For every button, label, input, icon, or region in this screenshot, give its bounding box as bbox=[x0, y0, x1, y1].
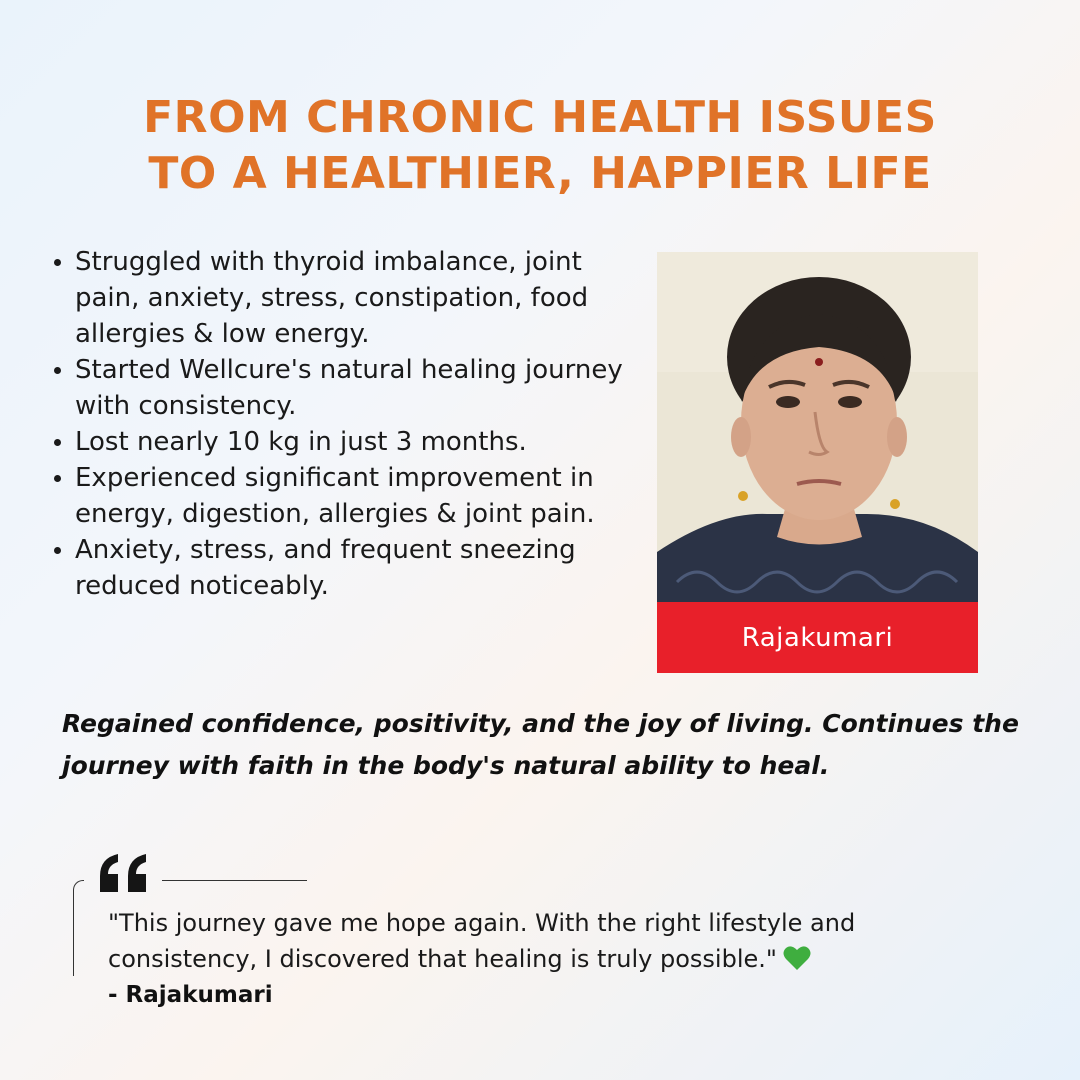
list-item: Lost nearly 10 kg in just 3 months. bbox=[48, 424, 628, 460]
headline-line-1: FROM CHRONIC HEALTH ISSUES bbox=[143, 92, 937, 143]
profile-card bbox=[657, 252, 978, 673]
list-item: Experienced significant improvement in energy, digestion, allergies & joint pain. bbox=[48, 460, 628, 532]
profile-name-banner: Rajakumari bbox=[657, 602, 978, 673]
quote-open-icon bbox=[96, 852, 152, 894]
headline bbox=[0, 90, 1080, 202]
quote-divider bbox=[162, 880, 307, 881]
symptom-list bbox=[48, 244, 628, 604]
green-heart-icon bbox=[783, 945, 811, 971]
list-item: Anxiety, stress, and frequent sneezing reduced noticeably. bbox=[48, 532, 628, 604]
quote-bracket bbox=[73, 880, 84, 976]
testimonial-author: - Rajakumari bbox=[108, 982, 273, 1008]
profile-photo bbox=[657, 252, 978, 602]
list-item: Started Wellcure's natural healing journey with consistency. bbox=[48, 352, 628, 424]
list-item: Struggled with thyroid imbalance, joint pain, anxiety, stress, constipation, food allergies & low energy. bbox=[48, 244, 628, 352]
headline-line-2: TO A HEALTHIER, HAPPIER LIFE bbox=[148, 148, 932, 199]
summary-text: Regained confidence, positivity, and the joy of living. Continues the journey with faith in the body's natural ability to heal. bbox=[62, 709, 1019, 780]
testimonial-quote-text: "This journey gave me hope again. With the right lifestyle and consistency, I discovered that healing is truly possible." bbox=[108, 909, 856, 973]
testimonial-quote bbox=[108, 905, 988, 977]
